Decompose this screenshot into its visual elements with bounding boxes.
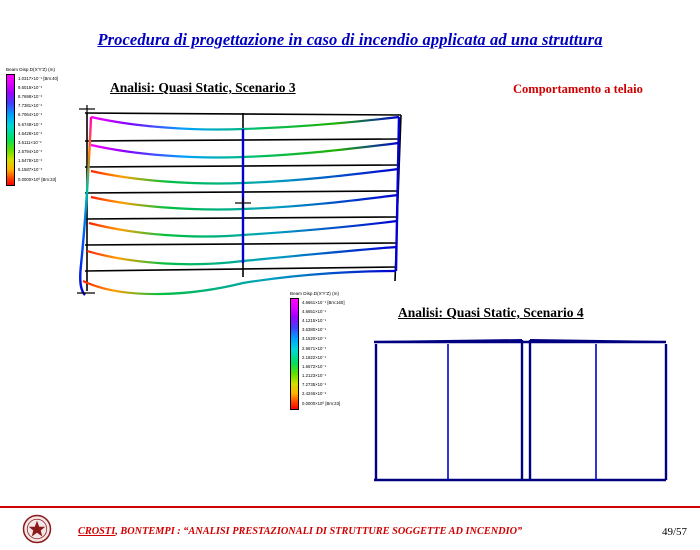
- legend-label: 0.0000×10⁰ [Bm:33]: [18, 176, 57, 182]
- legend-colorbar: [290, 298, 299, 410]
- legend-label: 1.5478×10⁻²: [18, 158, 43, 164]
- legend-label: 8.7698×10⁻²: [18, 93, 43, 99]
- note-comportamento-telaio: Comportamento a telaio: [513, 82, 643, 96]
- fe-plot-scenario-4: [370, 330, 670, 495]
- legend-label: 2.4246×10⁻²: [302, 391, 327, 397]
- legend-scenario-4: [290, 292, 345, 408]
- legend-label: 5.6748×10⁻²: [18, 121, 43, 127]
- legend-label: 7.7381×10⁻²: [18, 103, 43, 109]
- heading-scenario-3: Analisi: Quasi Static, Scenario 3: [110, 80, 296, 95]
- legend-label: 4.6651×10⁻¹: [302, 308, 327, 314]
- legend-colorbar: [6, 74, 15, 186]
- legend-body: [290, 298, 345, 408]
- page-number: 49/57: [661, 526, 687, 538]
- legend-labels: [302, 298, 345, 408]
- legend-label: 7.2735×10⁻²: [302, 382, 327, 388]
- legend-label: 6.7064×10⁻²: [18, 112, 43, 118]
- legend-label: 4.1215×10⁻¹: [302, 317, 327, 323]
- legend-title: Beam Disp.D(X'Y'Z) (m): [290, 291, 339, 296]
- legend-label: 3.1520×10⁻¹: [302, 336, 327, 342]
- legend-body: [6, 74, 58, 184]
- legend-label: 2.6671×10⁻¹: [302, 345, 327, 351]
- footer-citation: [78, 526, 522, 537]
- footer-title: , BONTEMPI : “ANALISI PRESTAZIONALI DI STRUTTURE SOGGETTE AD INCENDIO”: [115, 526, 523, 537]
- legend-label: 5.1587×10⁻³: [18, 167, 43, 173]
- legend-label: 2.5794×10⁻²: [18, 149, 43, 155]
- heading-scenario-4: Analisi: Quasi Static, Scenario 4: [398, 305, 584, 320]
- fe-plot-scenario-3: [55, 105, 415, 310]
- legend-label: 1.0317×10⁻¹ [Bm:40]: [18, 75, 59, 81]
- legend-label: 9.5018×10⁻²: [18, 84, 43, 90]
- institution-logo: [22, 514, 52, 544]
- legend-label: 3.6380×10⁻¹: [302, 327, 327, 333]
- legend-label: 4.6661×10⁻¹ [Bm:160]: [302, 299, 345, 305]
- page-title: Procedura di progettazione in caso di incendio applicata ad una struttura: [97, 30, 603, 49]
- legend-label: 4.6428×10⁻²: [18, 130, 43, 136]
- legend-label: 2.1822×10⁻¹: [302, 354, 327, 360]
- legend-scenario-3: [6, 68, 58, 184]
- footer-authors: CROSTI: [78, 526, 116, 537]
- legend-label: 3.6111×10⁻²: [18, 139, 42, 145]
- legend-label: 0.0000×10⁰ [Bm:33]: [302, 400, 341, 406]
- legend-label: 1.6672×10⁻¹: [302, 363, 327, 369]
- legend-label: 1.2123×10⁻¹: [302, 373, 327, 379]
- legend-title: Beam Disp.D(X'Y'Z) (m): [6, 67, 55, 72]
- legend-labels: [18, 74, 58, 184]
